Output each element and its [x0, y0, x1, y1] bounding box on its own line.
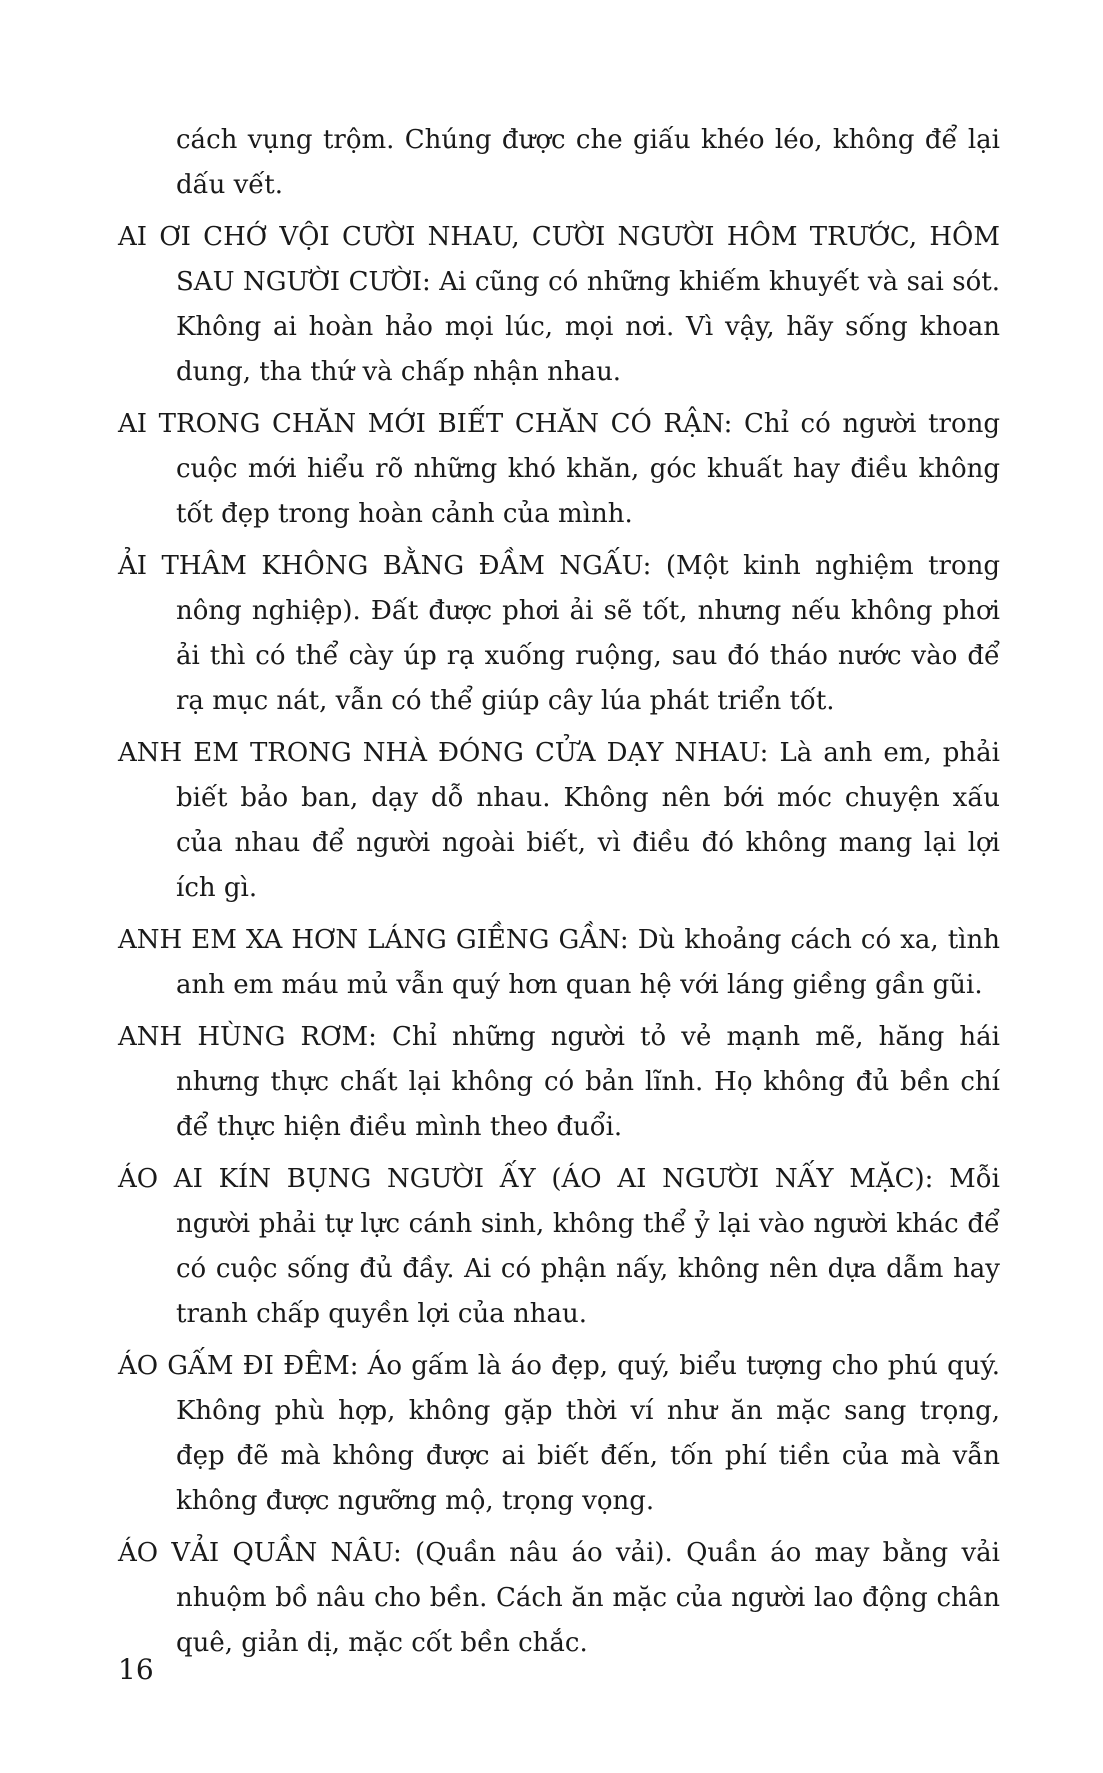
entry-ao-vai-quan-nau: ÁO VẢI QUẦN NÂU: (Quần nâu áo vải). Quần áo may bằng vải nhuộm bồ nâu cho bền. Cách ăn mặc của người lao động chân quê, giản dị, mặc cốt bền chắc.	[118, 1538, 1000, 1658]
entry-anh-em-xa: ANH EM XA HƠN LÁNG GIỀNG GẦN: Dù khoảng cách có xa, tình anh em máu mủ vẫn quý hơn quan hệ với láng giềng gần gũi.	[118, 925, 1000, 1000]
entry-ai-oi-cho-voi-cuoi-nhau: AI ƠI CHỚ VỘI CƯỜI NHAU, CƯỜI NGƯỜI HÔM TRƯỚC, HÔM SAU NGƯỜI CƯỜI: Ai cũng có những khiếm khuyết và sai sót. Không ai hoàn hảo mọi lúc, mọi nơi. Vì vậy, hãy sống khoan dung, tha thứ và chấp nhận nhau.	[118, 222, 1000, 387]
entry-ao-gam-di-dem: ÁO GẤM ĐI ĐÊM: Áo gấm là áo đẹp, quý, biểu tượng cho phú quý. Không phù hợp, không gặp thời ví như ăn mặc sang trọng, đẹp đẽ mà không được ai biết đến, tốn phí tiền của mà vẫn không được ngưỡng mộ, trọng vọng.	[118, 1351, 1000, 1516]
entry-ai-tham: ẢI THÂM KHÔNG BẰNG ĐẦM NGẤU: (Một kinh nghiệm trong nông nghiệp). Đất được phơi ải sẽ tốt, nhưng nếu không phơi ải thì có thể cày úp rạ xuống ruộng, sau đó tháo nước vào để rạ mục nát, vẫn có thể giúp cây lúa phát triển tốt.	[118, 551, 1000, 716]
entry-anh-em-trong-nha: ANH EM TRONG NHÀ ĐÓNG CỬA DẠY NHAU: Là anh em, phải biết bảo ban, dạy dỗ nhau. Không nên bới móc chuyện xấu của nhau để người ngoài biết, vì điều đó không mang lại lợi ích gì.	[118, 738, 1000, 903]
entry-anh-hung-rom: ANH HÙNG RƠM: Chỉ những người tỏ vẻ mạnh mẽ, hăng hái nhưng thực chất lại không có bản lĩnh. Họ không đủ bền chí để thực hiện điều mình theo đuổi.	[118, 1022, 1000, 1142]
entry-ai-trong-chan: AI TRONG CHĂN MỚI BIẾT CHĂN CÓ RẬN: Chỉ có người trong cuộc mới hiểu rõ những khó khăn, góc khuất hay điều không tốt đẹp trong hoàn cảnh của mình.	[118, 409, 1000, 529]
entry-continuation: cách vụng trộm. Chúng được che giấu khéo léo, không để lại dấu vết.	[176, 125, 1000, 200]
page-number: 16	[118, 1653, 154, 1686]
entry-ao-ai-kin-bung: ÁO AI KÍN BỤNG NGƯỜI ẤY (ÁO AI NGƯỜI NẤY MẶC): Mỗi người phải tự lực cánh sinh, không thể ỷ lại vào người khác để có cuộc sống đủ đầy. Ai có phận nấy, không nên dựa dẫm hay tranh chấp quyền lợi của nhau.	[118, 1164, 1000, 1329]
page-body	[118, 118, 1000, 1673]
